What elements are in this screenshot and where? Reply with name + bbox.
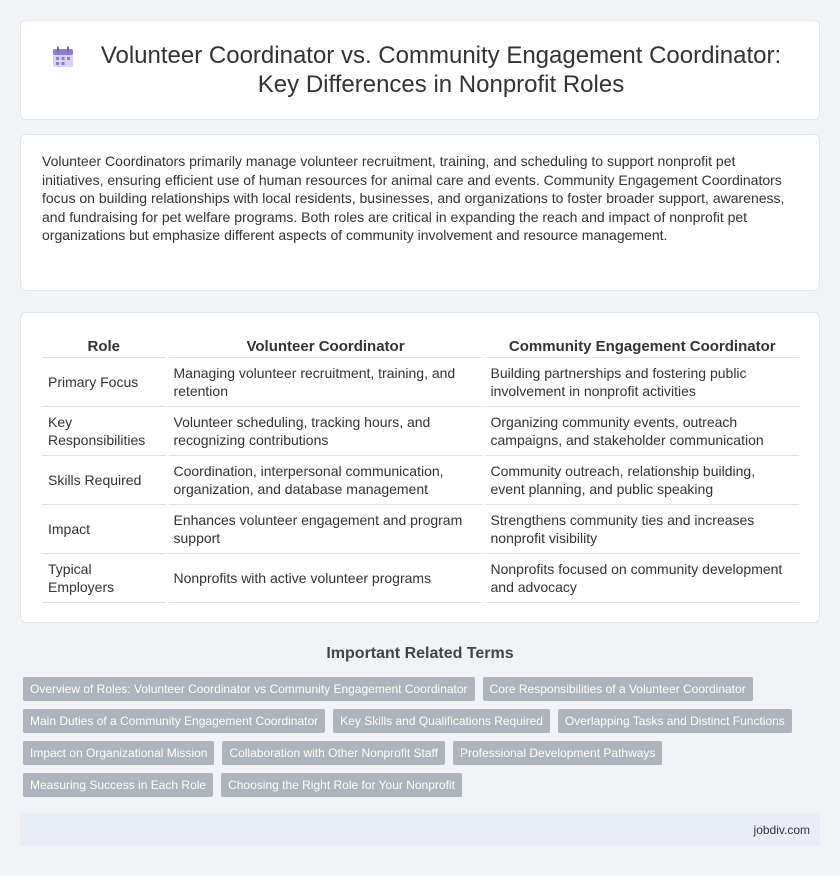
community-cell: Organizing community events, outreach campaigns, and stakeholder communication [484,406,799,455]
related-term-tag[interactable]: Main Duties of a Community Engagement Coordinator [23,709,325,733]
related-term-tag[interactable]: Measuring Success in Each Role [23,773,213,797]
row-label: Primary Focus [42,357,167,406]
related-term-tag[interactable]: Overlapping Tasks and Distinct Functions [558,709,792,733]
community-cell: Community outreach, relationship building, event planning, and public speaking [484,455,799,504]
volunteer-cell: Managing volunteer recruitment, training, and retention [167,357,484,406]
related-terms-list [23,677,813,797]
comparison-table [42,333,799,603]
volunteer-cell: Enhances volunteer engagement and program support [167,504,484,553]
header-volunteer-coordinator: Volunteer Coordinator [167,333,484,357]
row-label: Impact [42,504,167,553]
related-term-tag[interactable]: Core Responsibilities of a Volunteer Coordinator [483,677,753,701]
title-wrap [21,41,819,99]
volunteer-cell: Coordination, interpersonal communication, organization, and database management [167,455,484,504]
intro-card [20,134,820,291]
community-cell: Nonprofits focused on community development and advocacy [484,553,799,602]
community-cell: Building partnerships and fostering public involvement in nonprofit activities [484,357,799,406]
row-label: Skills Required [42,455,167,504]
row-label: Key Responsibilities [42,406,167,455]
volunteer-cell: Volunteer scheduling, tracking hours, and recognizing contributions [167,406,484,455]
table-row [42,455,799,504]
table-row [42,553,799,602]
calendar-icon [51,45,75,69]
table-header-row [42,333,799,357]
footer [20,813,820,846]
related-terms-heading: Important Related Terms [326,645,514,662]
related-term-tag[interactable]: Overview of Roles: Volunteer Coordinator vs Community Engagement Coordinator [23,677,475,701]
title-card [20,20,820,120]
table-row [42,406,799,455]
comparison-table-card [20,312,820,623]
related-term-tag[interactable]: Key Skills and Qualifications Required [333,709,550,733]
related-term-tag[interactable]: Professional Development Pathways [453,741,662,765]
row-label: Typical Employers [42,553,167,602]
table-row [42,357,799,406]
header-community-engagement-coordinator: Community Engagement Coordinator [484,333,799,357]
volunteer-cell: Nonprofits with active volunteer programs [167,553,484,602]
page-title: Volunteer Coordinator vs. Community Engagement Coordinator: Key Differences in Nonprofit Roles [100,42,782,98]
header-role: Role [87,337,120,355]
community-cell: Strengthens community ties and increases nonprofit visibility [484,504,799,553]
related-term-tag[interactable]: Choosing the Right Role for Your Nonprofit [221,773,462,797]
footer-site-link[interactable]: jobdiv.com [753,822,810,837]
intro-paragraph: Volunteer Coordinators primarily manage volunteer recruitment, training, and scheduling to support nonprofit pet initiatives, ensuring efficient use of human resources for animal care and events. Community Engagement Coordinators focus on building relationships with local residents, businesses, and organizations to foster broader support, awareness, and fundraising for pet welfare programs. Both roles are critical in expanding the reach and impact of nonprofit pet organizations but emphasize different aspects of community involvement and resource management. [42,153,785,244]
related-term-tag[interactable]: Collaboration with Other Nonprofit Staff [222,741,445,765]
related-term-tag[interactable]: Impact on Organizational Mission [23,741,214,765]
table-row [42,504,799,553]
